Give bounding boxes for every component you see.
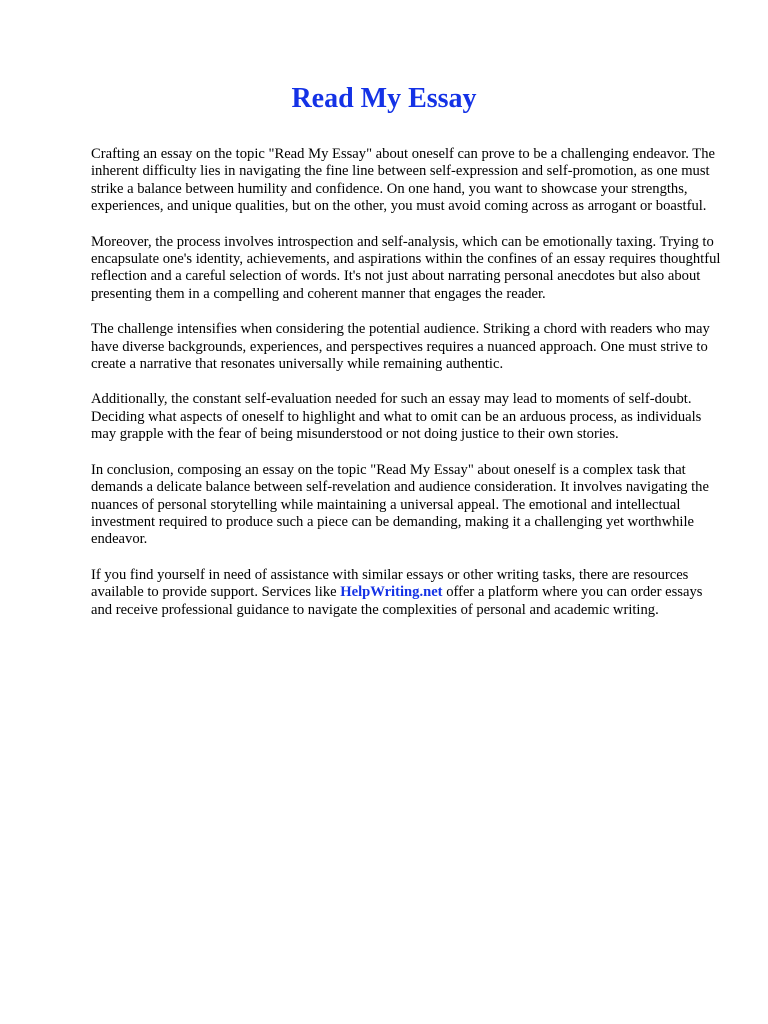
essay-body <box>91 146 724 637</box>
paragraph-1: Crafting an essay on the topic "Read My Essay" about oneself can prove to be a challenging endeavor. The inherent difficulty lies in navigating the fine line between self-expression and self-promotion, as one must strike a balance between humility and confidence. On one hand, you want to showcase your strengths, experiences, and unique qualities, but on the other, you must avoid coming across as arrogant or boastful. <box>91 146 715 215</box>
paragraph-5: In conclusion, composing an essay on the topic "Read My Essay" about oneself is a complex task that demands a delicate balance between self-revelation and audience consideration. It involves navigating the nuances of personal storytelling while maintaining a universal appeal. The emotional and intellectual investment required to produce such a piece can be demanding, making it a challenging yet worthwhile endeavor. <box>91 461 709 548</box>
paragraph-6-after-link: offer a platform where you can order essays and receive professional guidance to navigate the complexities of personal and academic writing. <box>91 584 703 618</box>
helpwriting-link[interactable]: HelpWriting.net <box>340 584 443 601</box>
paragraph-2: Moreover, the process involves introspection and self-analysis, which can be emotionally taxing. Trying to encapsulate one's identity, achievements, and aspirations within the confines of an essay requires thoughtful reflection and a careful selection of words. It's not just about narrating personal anecdotes but also about presenting them in a compelling and coherent manner that engages the reader. <box>91 233 721 302</box>
paragraph-4: Additionally, the constant self-evaluation needed for such an essay may lead to moments of self-doubt. Deciding what aspects of oneself to highlight and what to omit can be an arduous process, as individuals may grapple with the fear of being misunderstood or not doing justice to their own stories. <box>91 391 702 443</box>
paragraph-6-before-link: If you find yourself in need of assistance with similar essays or other writing tasks, there are resources available to provide support. Services like <box>91 566 689 601</box>
paragraph-3: The challenge intensifies when considering the potential audience. Striking a chord with readers who may have diverse backgrounds, experiences, and perspectives requires a nuanced approach. One must strive to create a narrative that resonates universally while remaining authentic. <box>91 321 710 373</box>
page-title: Read My Essay <box>291 83 477 114</box>
paragraph-6 <box>91 567 724 619</box>
